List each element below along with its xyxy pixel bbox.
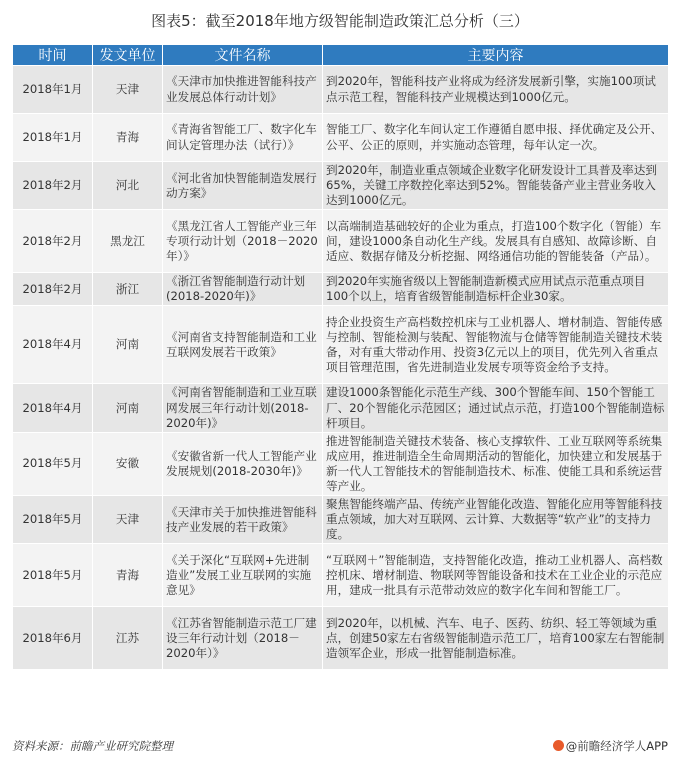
table-row xyxy=(13,306,669,384)
cell-content: 到2020年实施省级以上智能制造新模式应用试点示范重点项目100个以上，培育省级智能制造标杆企业30家。 xyxy=(323,273,669,306)
cell-time: 2018年6月 xyxy=(13,607,93,670)
cell-file: 《江苏省智能制造示范工厂建设三年行动计划（2018－2020年）》 xyxy=(163,607,323,670)
table-row xyxy=(13,432,669,495)
cell-region: 天津 xyxy=(93,66,163,114)
table-row xyxy=(13,66,669,114)
cell-region: 安徽 xyxy=(93,432,163,495)
cell-file: 《天津市加快推进智能科技产业发展总体行动计划》 xyxy=(163,66,323,114)
table-row xyxy=(13,162,669,210)
cell-content: 建设1000条智能化示范生产线、300个智能车间、150个智能工厂、20个智能化示范园区；通过试点示范，打造100个智能制造标杆项目。 xyxy=(323,384,669,432)
brand-text: @前瞻经济学人APP xyxy=(565,739,668,753)
table-row xyxy=(13,273,669,306)
table-row xyxy=(13,114,669,162)
header-region: 发文单位 xyxy=(93,45,163,66)
cell-region: 江苏 xyxy=(93,607,163,670)
cell-content: 推进智能制造关键技术装备、核心支撑软件、工业互联网等系统集成应用，推进制造全生命周期活动的智能化，加快建立和发展基于新一代人工智能技术的智能制造技术、标准、使能工具和系统运营等产业。 xyxy=(323,432,669,495)
header-content: 主要内容 xyxy=(323,45,669,66)
brand-credit xyxy=(553,738,668,754)
cell-region: 黑龙江 xyxy=(93,210,163,273)
cell-region: 天津 xyxy=(93,496,163,544)
cell-file: 《天津市关于加快推进智能科技产业发展的若干政策》 xyxy=(163,496,323,544)
cell-region: 青海 xyxy=(93,114,163,162)
cell-content: 以高端制造基础较好的企业为重点，打造100个数字化（智能）车间，建设1000条自动化生产线。发展具有自感知、故障诊断、自适应、数据存储及分析挖掘、网络通信功能的智能装备（产品）。 xyxy=(323,210,669,273)
cell-file: 《河南省智能制造和工业互联网发展三年行动计划(2018-2020年)》 xyxy=(163,384,323,432)
cell-time: 2018年4月 xyxy=(13,384,93,432)
cell-content: 到2020年，制造业重点领域企业数字化研发设计工具普及率达到65%，关键工序数控化率达到52%。智能装备产业主营业务收入达到1000亿元。 xyxy=(323,162,669,210)
cell-time: 2018年2月 xyxy=(13,162,93,210)
cell-time: 2018年5月 xyxy=(13,496,93,544)
cell-content: 智能工厂、数字化车间认定工作遵循自愿申报、择优确定及公开、公平、公正的原则，并实施动态管理，每年认定一次。 xyxy=(323,114,669,162)
cell-content: 持企业投资生产高档数控机床与工业机器人、增材制造、智能传感与控制、智能检测与装配、智能物流与仓储等智能制造关键技术装备，对有重大带动作用、投资3亿元以上的项目，优先列入省重点项目管理范围，省先进制造业发展专项等资金给予支持。 xyxy=(323,306,669,384)
cell-time: 2018年5月 xyxy=(13,544,93,607)
policy-table xyxy=(12,44,669,670)
cell-region: 河北 xyxy=(93,162,163,210)
cell-content: 到2020年，以机械、汽车、电子、医药、纺织、轻工等领域为重点，创建50家左右省级智能制造示范工厂，培育100家左右智能制造领军企业，形成一批智能制造标准。 xyxy=(323,607,669,670)
cell-time: 2018年5月 xyxy=(13,432,93,495)
cell-region: 河南 xyxy=(93,384,163,432)
cell-file: 《河北省加快智能制造发展行动方案》 xyxy=(163,162,323,210)
cell-file: 《安徽省新一代人工智能产业发展规划(2018-2030年)》 xyxy=(163,432,323,495)
cell-file: 《浙江省智能制造行动计划(2018-2020年)》 xyxy=(163,273,323,306)
table-row xyxy=(13,544,669,607)
cell-file: 《关于深化“互联网+先进制造业”发展工业互联网的实施意见》 xyxy=(163,544,323,607)
source-note: 资料来源：前瞻产业研究院整理 xyxy=(12,739,173,753)
cell-content: 到2020年，智能科技产业将成为经济发展新引擎，实施100项试点示范工程，智能科技产业规模达到1000亿元。 xyxy=(323,66,669,114)
cell-file: 《黑龙江省人工智能产业三年专项行动计划（2018－2020年）》 xyxy=(163,210,323,273)
cell-file: 《河南省支持智能制造和工业互联网发展若干政策》 xyxy=(163,306,323,384)
header-file: 文件名称 xyxy=(163,45,323,66)
page-title: 图表5：截至2018年地方级智能制造政策汇总分析（三） xyxy=(151,12,529,30)
cell-file: 《青海省智能工厂、数字化车间认定管理办法（试行）》 xyxy=(163,114,323,162)
header-time: 时间 xyxy=(13,45,93,66)
cell-time: 2018年2月 xyxy=(13,273,93,306)
cell-time: 2018年1月 xyxy=(13,66,93,114)
cell-region: 河南 xyxy=(93,306,163,384)
cell-content: 聚焦智能终端产品、传统产业智能化改造、智能化应用等智能科技重点领域，加大对互联网、云计算、大数据等“软产业”的支持力度。 xyxy=(323,496,669,544)
table-row xyxy=(13,210,669,273)
table-header-row xyxy=(13,45,669,66)
table-row xyxy=(13,496,669,544)
cell-time: 2018年1月 xyxy=(13,114,93,162)
cell-region: 浙江 xyxy=(93,273,163,306)
qianzhan-logo-icon xyxy=(553,740,564,751)
cell-time: 2018年4月 xyxy=(13,306,93,384)
cell-time: 2018年2月 xyxy=(13,210,93,273)
cell-region: 青海 xyxy=(93,544,163,607)
table-row xyxy=(13,607,669,670)
table-row xyxy=(13,384,669,432)
cell-content: “互联网＋”智能制造，支持智能化改造，推动工业机器人、高档数控机床、增材制造、物联网等智能设备和技术在工业企业的示范应用，建成一批具有示范带动效应的数字化车间和智能工厂。 xyxy=(323,544,669,607)
